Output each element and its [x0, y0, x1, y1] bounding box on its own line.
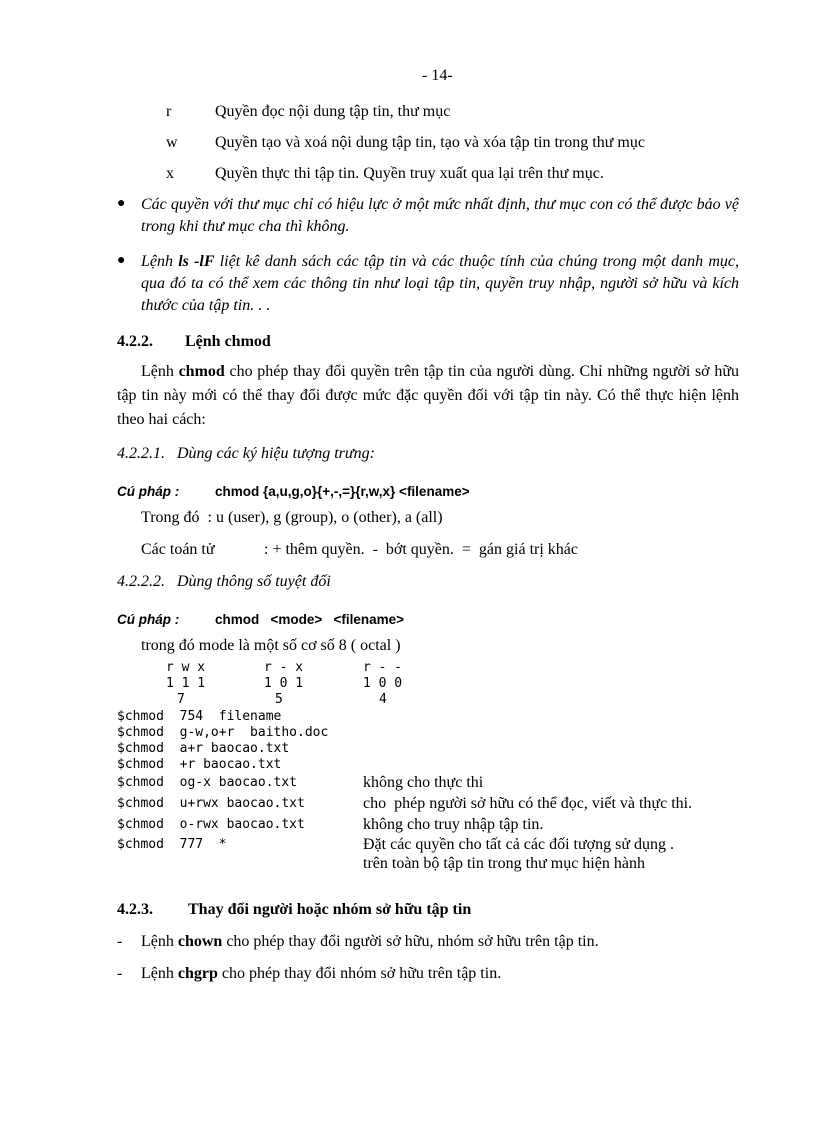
- example-command: $chmod a+r baocao.txt: [117, 741, 290, 756]
- octal-cell: 1 0 1: [264, 676, 304, 691]
- section-number: 4.2.3.: [117, 901, 153, 918]
- perm-symbol: r: [166, 103, 172, 120]
- perm-symbol: w: [166, 134, 178, 151]
- perm-desc: Quyền đọc nội dung tập tin, thư mục: [215, 103, 451, 120]
- example-note: không cho truy nhập tập tin.: [363, 816, 544, 833]
- text: cho phép thay đổi quyền trên tập tin của người dùng. Chỉ những người sở hữu tập tin này mới có thể thay đổi được mức đặc quyền đối với tập tin này. Có thể thực hiện lệnh theo hai cách:: [117, 363, 740, 428]
- example-command: $chmod 754 filename: [117, 709, 282, 724]
- section-number: 4.2.2.: [117, 333, 153, 350]
- text: Lệnh: [141, 933, 178, 950]
- where-line: Trong đó : u (user), g (group), o (other), a (all): [141, 509, 443, 526]
- section-title: Thay đổi người hoặc nhóm sở hữu tập tin: [188, 901, 472, 918]
- list-item: [141, 964, 501, 984]
- example-command: $chmod u+rwx baocao.txt: [117, 796, 305, 811]
- subsection-heading: 4.2.2.2. Dùng thông số tuyệt đối: [117, 573, 331, 590]
- bullet-paragraph: Các quyền với thư mục chỉ có hiệu lực ở một mức nhất định, thư mục con có thể được bảo vệ trong khi thư mục cha thì không.: [141, 196, 739, 235]
- dash-marker: -: [117, 933, 123, 950]
- example-command: $chmod 777 *: [117, 837, 227, 852]
- example-note: không cho thực thi: [363, 774, 484, 791]
- bullet-dot-icon: ●: [117, 253, 126, 268]
- section-intro: [117, 360, 739, 432]
- syntax-command: chmod <mode> <filename>: [215, 612, 405, 627]
- syntax-label: Cú pháp :: [117, 612, 180, 627]
- example-command: $chmod g-w,o+r baitho.doc: [117, 725, 329, 740]
- octal-cell: 4: [379, 692, 387, 707]
- operators-text: : + thêm quyền. - bớt quyền. = gán giá trị khác: [264, 541, 578, 558]
- text: cho phép thay đổi nhóm sở hữu trên tập tin.: [217, 965, 502, 982]
- page-number: - 14-: [422, 67, 453, 84]
- example-command: $chmod og-x baocao.txt: [117, 775, 298, 790]
- example-note: cho phép người sở hữu có thể đọc, viết và thực thi.: [363, 795, 693, 812]
- text: liệt kê danh sách các tập tin và các thuộc tính của chúng trong một danh mục, qua đó ta có thể xem các thông tin như loại tập tin, quyền truy nhập, người sở hữu và kích thước của tập tin. . .: [141, 253, 740, 314]
- list-item: [141, 932, 599, 952]
- example-command: $chmod +r baocao.txt: [117, 757, 282, 772]
- octal-cell: r - -: [363, 660, 403, 675]
- syntax-label: Cú pháp :: [117, 484, 180, 499]
- command-name: ls -lF: [178, 253, 215, 270]
- octal-cell: 1 0 0: [363, 676, 403, 691]
- example-note: Đặt các quyền cho tất cả các đối tượng sử dụng .: [363, 836, 675, 853]
- octal-cell: 7: [177, 692, 185, 707]
- perm-symbol: x: [166, 165, 174, 182]
- text: Lệnh: [141, 363, 179, 380]
- perm-desc: Quyền tạo và xoá nội dung tập tin, tạo và xóa tập tin trong thư mục: [215, 134, 645, 151]
- dash-marker: -: [117, 965, 123, 982]
- text: cho phép thay đổi người sở hữu, nhóm sở hữu trên tập tin.: [222, 933, 599, 950]
- operators-label: Các toán tử: [141, 541, 215, 558]
- example-command: $chmod o-rwx baocao.txt: [117, 817, 305, 832]
- perm-desc: Quyền thực thi tập tin. Quyền truy xuất qua lại trên thư mục.: [215, 165, 604, 182]
- subsection-heading: 4.2.2.1. Dùng các ký hiệu tượng trưng:: [117, 445, 375, 462]
- section-title: Lệnh chmod: [185, 333, 271, 350]
- text: Lệnh: [141, 253, 179, 270]
- octal-cell: r - x: [264, 660, 304, 675]
- command-name: chown: [177, 933, 223, 950]
- example-note-continued: trên toàn bộ tập tin trong thư mục hiện hành: [363, 855, 645, 872]
- bullet-dot-icon: ●: [117, 196, 126, 211]
- where-line: trong đó mode là một số cơ số 8 ( octal ): [141, 637, 401, 654]
- command-name: chmod: [178, 363, 225, 380]
- bullet-paragraph: [141, 251, 739, 317]
- octal-cell: 5: [275, 692, 283, 707]
- text: Lệnh: [141, 965, 178, 982]
- command-name: chgrp: [177, 965, 218, 982]
- syntax-command: chmod {a,u,g,o}{+,-,=}{r,w,x} <filename>: [215, 484, 470, 499]
- octal-cell: 1 1 1: [166, 676, 206, 691]
- octal-cell: r w x: [166, 660, 206, 675]
